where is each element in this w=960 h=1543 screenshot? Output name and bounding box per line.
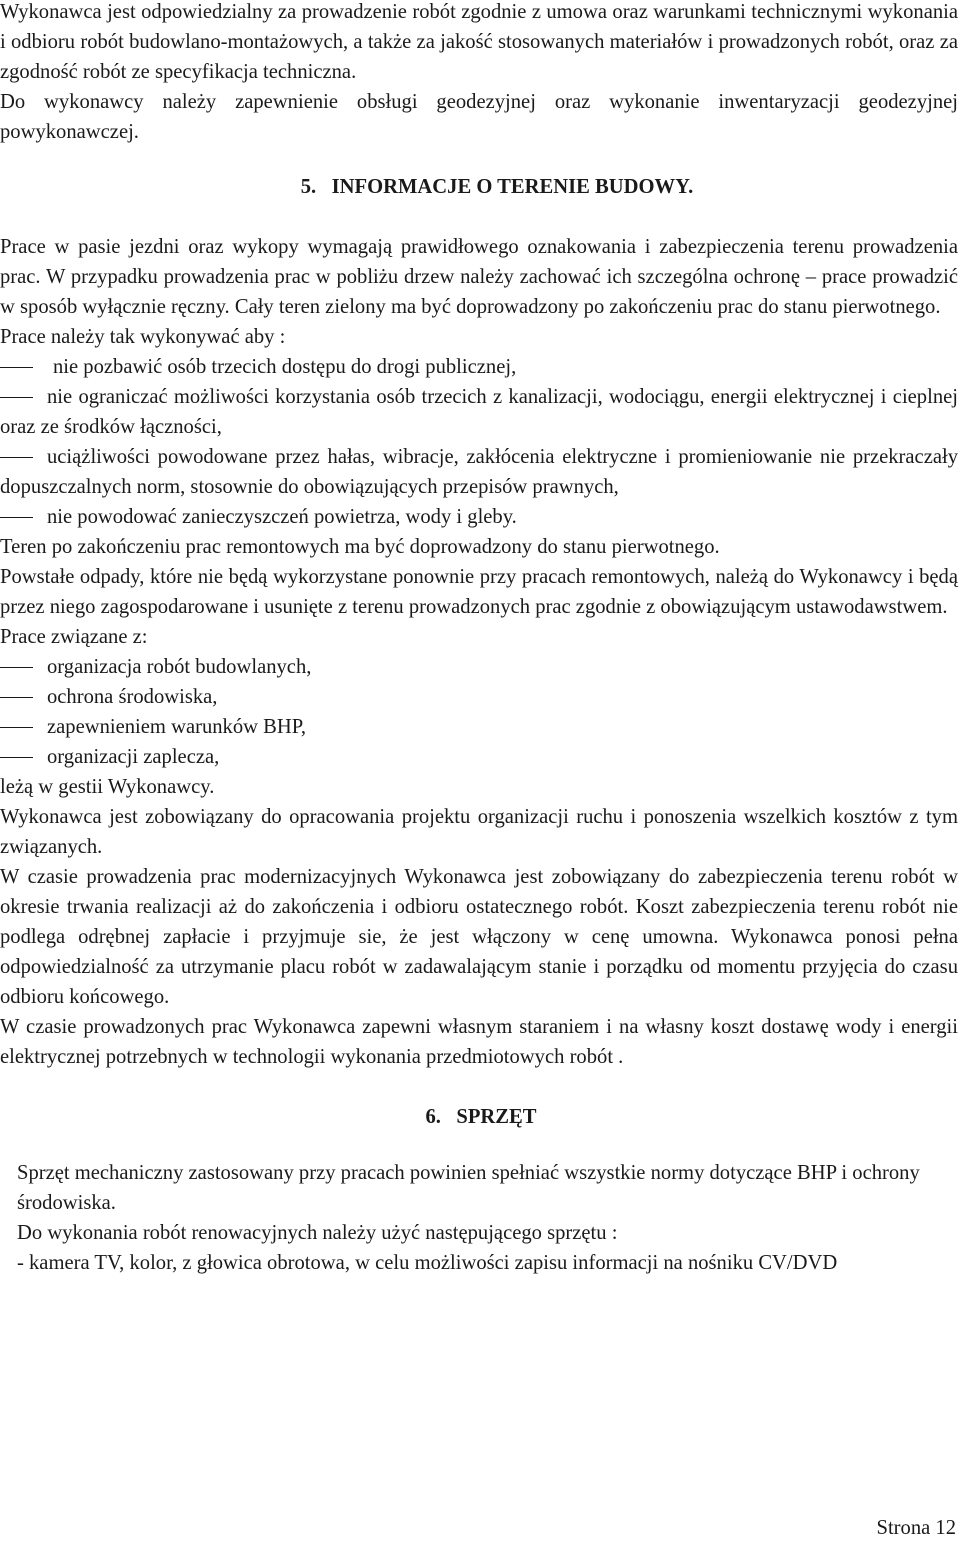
section-6-body <box>0 1158 958 1278</box>
dash-bullet <box>0 697 33 698</box>
list-item: nie powodować zanieczyszczeń powietrza, wody i gleby. <box>0 502 958 532</box>
dash-bullet <box>0 517 33 518</box>
section-5-paragraph: Prace w pasie jezdni oraz wykopy wymagają prawidłowego oznakowania i zabezpieczenia terenu prowadzenia prac. W przypadku prowadzenia prac w pobliżu drzew należy zachować ich szczególna ochronę – prace prowadzić w sposób wyłącznie ręczny. Cały teren zielony ma być doprowadzony po zakończeniu prac do stanu pierwotnego. <box>0 236 958 318</box>
dash-bullet <box>0 457 33 458</box>
section-6-paragraph: - kamera TV, kolor, z głowica obrotowa, w celu możliwości zapisu informacji na nośniku CV/DVD <box>17 1252 838 1274</box>
list-item: nie pozbawić osób trzecich dostępu do drogi publicznej, <box>0 352 958 382</box>
section-5-paragraph: Prace należy tak wykonywać aby : <box>0 326 286 348</box>
intro-paragraph-2: Do wykonawcy należy zapewnienie obsługi geodezyjnej oraz wykonanie inwentaryzacji geodezyjnej powykonawczej. <box>0 91 958 143</box>
list-item: ochrona środowiska, <box>0 682 958 712</box>
list-item: zapewnieniem warunków BHP, <box>0 712 958 742</box>
section-6-paragraph: Sprzęt mechaniczny zastosowany przy pracach powinien spełniać wszystkie normy dotyczące BHP i ochrony środowiska. <box>17 1162 920 1214</box>
section-5-paragraph: Powstałe odpady, które nie będą wykorzystane ponownie przy pracach remontowych, należą do Wykonawcy i będą przez niego zagospodarowane i usunięte z terenu prowadzonych prac zgodnie z obowiązującym ustawodawstwem. <box>0 566 958 618</box>
dash-bullet <box>0 667 33 668</box>
section-5-paragraph: Teren po zakończeniu prac remontowych ma być doprowadzony do stanu pierwotnego. <box>0 536 720 558</box>
list-item: uciążliwości powodowane przez hałas, wibracje, zakłócenia elektryczne i promieniowanie nie przekraczały dopuszczalnych norm, stosownie do obowiązujących przepisów prawnych, <box>0 446 958 498</box>
page-number: Strona 12 <box>876 1517 956 1539</box>
dash-bullet <box>0 727 33 728</box>
dash-bullet <box>0 367 33 368</box>
section-5-paragraph: W czasie prowadzonych prac Wykonawca zapewni własnym staraniem i na własny koszt dostawę wody i energii elektrycznej potrzebnych w technologii wykonania przedmiotowych robót . <box>0 1016 958 1068</box>
section-5-paragraph: Wykonawca jest zobowiązany do opracowania projektu organizacji ruchu i ponoszenia wszelkich kosztów z tym związanych. <box>0 806 958 858</box>
dash-bullet <box>0 757 33 758</box>
list-item: nie ograniczać możliwości korzystania osób trzecich z kanalizacji, wodociągu, energii elektrycznej i cieplnej oraz ze środków łączności, <box>0 386 958 438</box>
section-5-paragraph: leżą w gestii Wykonawcy. <box>0 776 215 798</box>
section-6-heading: 6. SPRZĘT <box>425 1106 537 1128</box>
list-item: organizacji zaplecza, <box>0 742 958 772</box>
list-item: organizacja robót budowlanych, <box>0 652 958 682</box>
section-5-paragraph: Prace związane z: <box>0 626 148 648</box>
section-6-paragraph: Do wykonania robót renowacyjnych należy użyć następującego sprzętu : <box>17 1222 618 1244</box>
intro-paragraph-1: Wykonawca jest odpowiedzialny za prowadzenie robót zgodnie z umowa oraz warunkami technicznymi wykonania i odbioru robót budowlano-montażowych, a także za jakość stosowanych materiałów i prowadzonych robót, oraz za zgodność robót ze specyfikacja techniczna. <box>0 1 958 83</box>
dash-bullet <box>0 397 33 398</box>
section-5-heading: 5. INFORMACJE O TERENIE BUDOWY. <box>300 176 694 198</box>
section-5-paragraph: W czasie prowadzenia prac modernizacyjnych Wykonawca jest zobowiązany do zabezpieczenia terenu robót w okresie trwania realizacji aż do zakończenia i odbioru ostatecznego robót. Koszt zabezpieczenia terenu robót nie podlega odrębnej zapłacie i przyjmuje sie, że jest włączony w cenę umowna. Wykonawca ponosi pełna odpowiedzialność za utrzymanie placu robót w zadawalającym stanie i porządku od momentu przyjęcia do czasu odbioru końcowego. <box>0 866 958 1008</box>
